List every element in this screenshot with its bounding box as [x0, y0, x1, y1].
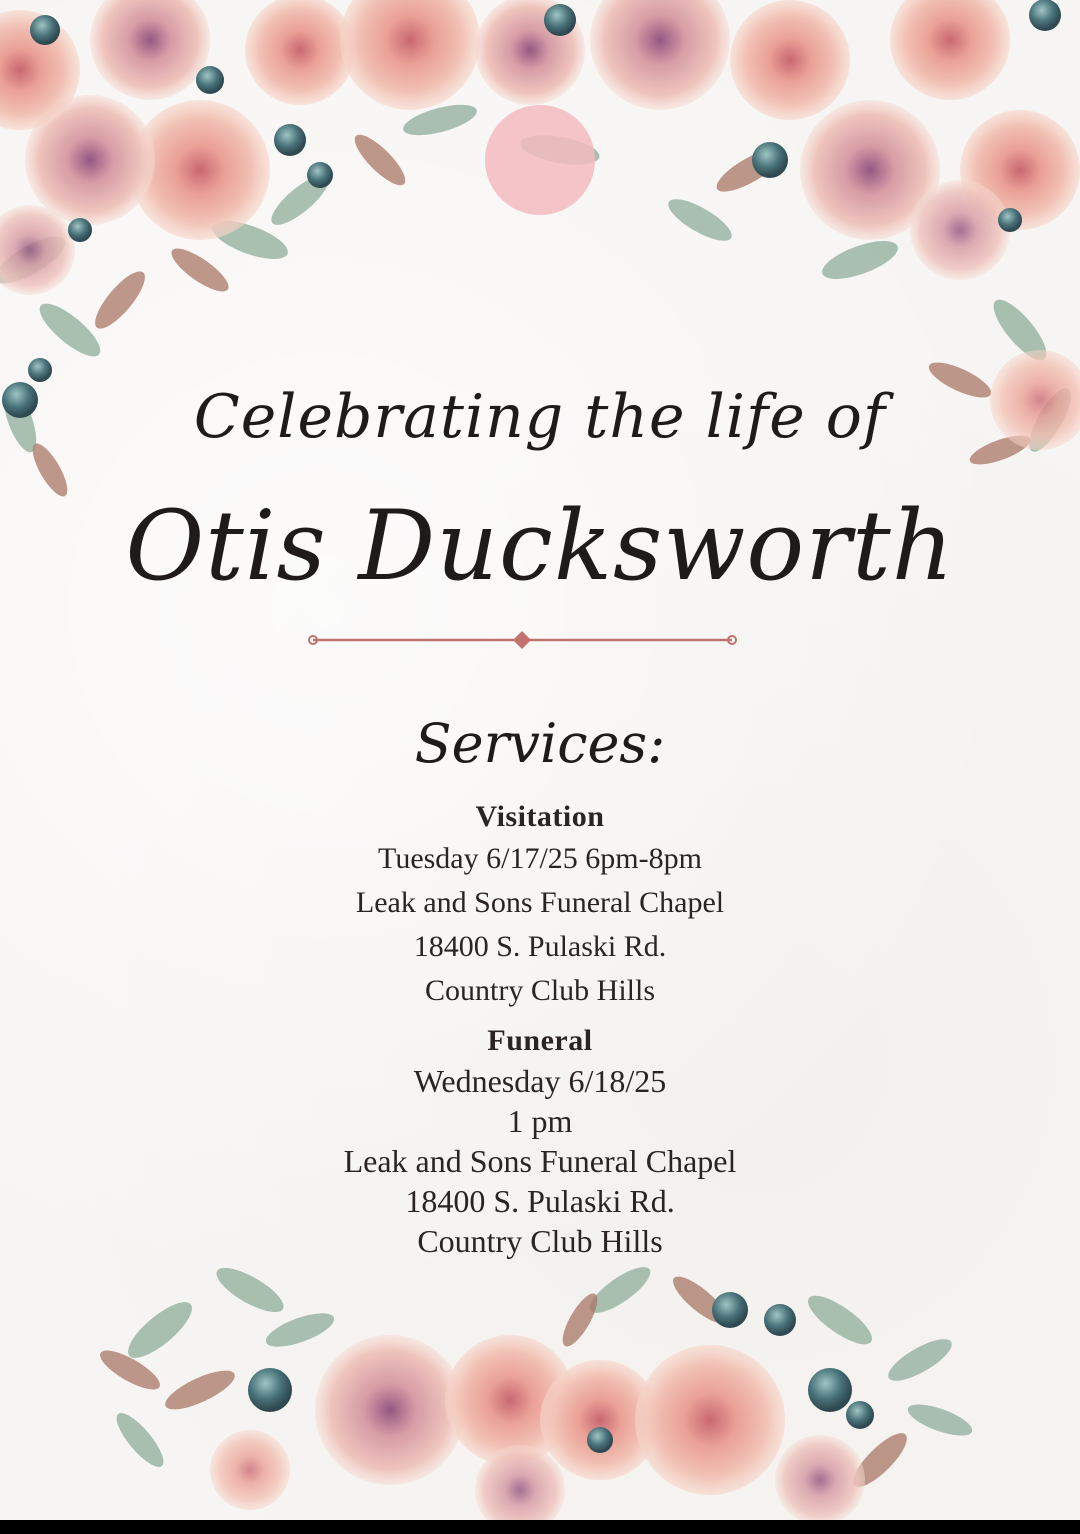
visitation-venue: Leak and Sons Funeral Chapel: [355, 886, 725, 919]
funeral-city: Country Club Hills: [417, 1223, 663, 1259]
services-title: Services:: [414, 712, 666, 775]
visitation-heading: Visitation: [475, 800, 605, 833]
bottom-bar: [0, 1520, 1080, 1534]
subtitle: Celebrating the life of: [193, 382, 887, 452]
funeral-section: [0, 1021, 1080, 1261]
funeral-venue: Leak and Sons Funeral Chapel: [343, 1143, 737, 1179]
visitation-section: [0, 797, 1080, 1013]
visitation-date: Tuesday 6/17/25 6pm-8pm: [378, 842, 702, 875]
funeral-date: Wednesday 6/18/25: [413, 1063, 667, 1099]
funeral-heading: Funeral: [487, 1024, 593, 1057]
divider: [305, 630, 740, 650]
bottom-garland: [95, 1260, 976, 1520]
visitation-address: 18400 S. Pulaski Rd.: [413, 930, 667, 963]
visitation-city: Country Club Hills: [424, 974, 656, 1007]
funeral-time: 1 pm: [507, 1103, 573, 1139]
funeral-address: 18400 S. Pulaski Rd.: [405, 1183, 675, 1219]
deceased-name: Otis Ducksworth: [125, 490, 955, 602]
